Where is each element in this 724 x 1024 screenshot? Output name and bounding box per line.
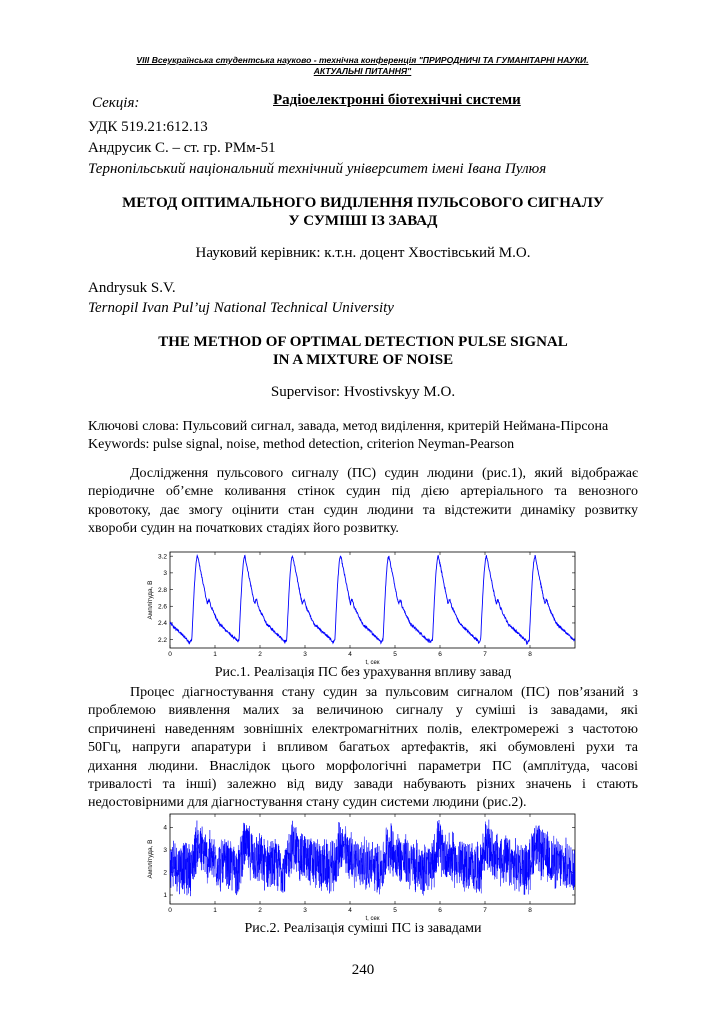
figure-1-x-tick-label: 3 [303, 651, 307, 658]
figure-1-y-tick-label: 2.6 [157, 603, 167, 611]
author-en: Andrysuk S.V. [88, 280, 176, 296]
figure-2-x-tick-label: 1 [213, 907, 217, 914]
figure-2-x-tick-label: 0 [168, 907, 172, 914]
paragraph-1 [88, 465, 638, 539]
figure-1-x-axis-label: t, сек [365, 660, 380, 666]
figure-1-x-tick-label: 0 [168, 651, 172, 658]
paragraph-1-line: періодичне об’ємне коливання стінок судин під дією артеріального та венозного [88, 484, 638, 500]
paragraph-2-line: недостовірними для діагностування стану судин системи людини (рис.2). [88, 795, 527, 811]
conference-line-2: АКТУАЛЬНІ ПИТАННЯ" [313, 66, 412, 76]
figure-2-y-tick-label: 3 [163, 847, 167, 855]
figure-1-y-axis-label: Амплітуда, В [147, 580, 154, 620]
keywords-en: Keywords: pulse signal, noise, method detection, criterion Neyman-Pearson [88, 437, 515, 452]
figure-1-caption: Рис.1. Реалізація ПС без урахування впливу завад [214, 665, 512, 680]
figure-1-x-tick-label: 8 [528, 651, 532, 658]
figure-2-x-tick-label: 8 [528, 907, 532, 914]
paragraph-2-line: проблемою виявлення малих за величиною сигналу у суміші із завадами, які [88, 703, 638, 719]
title-en [88, 333, 638, 369]
figure-2-chart [140, 810, 580, 922]
figure-1-y-tick-label: 2.4 [157, 620, 167, 628]
figure-2-x-tick-label: 7 [483, 907, 487, 914]
supervisor-en: Supervisor: Hvostivskyy M.O. [270, 384, 456, 400]
conference-header [90, 55, 635, 77]
paragraph-1-line: хвороби судин на початкових стадіях його розвитку. [88, 521, 399, 537]
title-en-line-1: THE METHOD OF OPTIMAL DETECTION PULSE SIGNAL [158, 334, 568, 350]
paragraph-1-line: Дослідження пульсового сигналу (ПС) судин людини (рис.1), який відображає [130, 466, 638, 481]
figure-2-series-line [170, 820, 575, 896]
figure-1-y-tick-label: 3.2 [157, 553, 167, 561]
figure-2-x-tick-label: 4 [348, 907, 352, 914]
title-ua-line-2: У СУМІШІ ІЗ ЗАВАД [288, 213, 438, 229]
figure-2-x-tick-label: 3 [303, 907, 307, 914]
title-ua-line-1: МЕТОД ОПТИМАЛЬНОГО ВИДІЛЕННЯ ПУЛЬСОВОГО СИГНАЛУ [122, 195, 604, 211]
figure-2-x-tick-label: 6 [438, 907, 442, 914]
supervisor-ua: Науковий керівник: к.т.н. доцент Хвостівський М.О. [195, 245, 531, 261]
title-en-line-2: IN A MIXTURE OF NOISE [272, 352, 454, 368]
figure-2-y-tick-label: 1 [163, 892, 167, 900]
paragraph-1-line: кровотоку, дає змогу оцінити стан судин людини та відстежити динаміку розвитку [88, 502, 638, 518]
figure-1-series-line [170, 555, 575, 644]
figure-1-chart [140, 548, 580, 666]
figure-1-x-tick-label: 7 [483, 651, 487, 658]
udc-code: УДК 519.21:612.13 [88, 119, 208, 135]
figure-2-y-tick-label: 4 [163, 824, 167, 832]
figure-2-x-tick-label: 2 [258, 907, 262, 914]
figure-1-x-tick-label: 5 [393, 651, 397, 658]
title-ua [88, 194, 638, 230]
page-number: 240 [351, 962, 375, 978]
keywords-ua: Ключові слова: Пульсовий сигнал, завада, метод виділення, критерій Неймана-Пірсона [88, 419, 609, 434]
paragraph-2-line: дихання людини. Внаслідок цього морфологічні параметри ПС (амплітуда, часові [88, 758, 638, 774]
figure-1-x-tick-label: 4 [348, 651, 352, 658]
figure-1-x-tick-label: 1 [213, 651, 217, 658]
section-label: Секція: [92, 95, 140, 111]
figure-2-y-axis-label: Амплітуда, В [147, 839, 154, 879]
conference-line-1: VIII Всеукраїнська студентська науково - технічна конференція "ПРИРОДНИЧІ ТА ГУМАНІТАРНІ НАУКИ. [136, 55, 589, 65]
paragraph-2 [88, 684, 638, 813]
figure-2-x-axis-label: t, сек [365, 916, 380, 922]
figure-2-caption: Рис.2. Реалізація суміші ПС із завадами [244, 921, 482, 936]
section-title: Радіоелектронні біотехнічні системи [273, 92, 521, 108]
paragraph-2-line: тривалості та інші) залежно від виду завади набувають різних значень і стають [88, 777, 638, 793]
figure-1-y-tick-label: 2.8 [157, 586, 167, 594]
affiliation-ua: Тернопільський національний технічний університет імені Івана Пулюя [88, 161, 547, 177]
figure-1-y-tick-label: 3 [163, 570, 167, 578]
figure-2-y-tick-label: 2 [163, 869, 167, 877]
paragraph-2-line: спричинені наведенням зовнішніх електромагнітних полів, електромережі з частотою [88, 721, 638, 737]
author-ua: Андрусик С. – ст. гр. РМм-51 [88, 140, 276, 156]
figure-2-x-tick-label: 5 [393, 907, 397, 914]
figure-1-x-tick-label: 2 [258, 651, 262, 658]
affiliation-en: Ternopil Ivan Pul’uj National Technical University [88, 300, 394, 316]
figure-1-x-tick-label: 6 [438, 651, 442, 658]
figure-1-y-tick-label: 2.2 [157, 636, 167, 644]
paragraph-2-line: 50Гц, напруги апаратури і впливом багатьох артефактів, які обумовлені рухи та [88, 740, 638, 756]
paragraph-2-line: Процес діагностування стану судин за пульсовим сигналом (ПС) пов’язаний з [130, 685, 638, 700]
